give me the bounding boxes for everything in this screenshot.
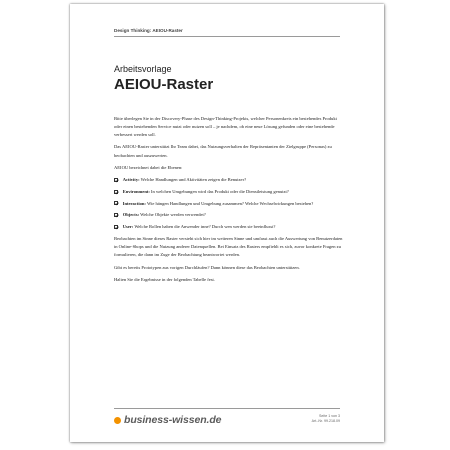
aeiou-list xyxy=(114,176,344,231)
list-item-objects xyxy=(114,211,344,219)
item-text: Welche Rollen haben die Anwender inne? Durch wen werden sie beeinflusst? xyxy=(133,223,276,229)
outro-paragraph: Beobachten im Sinne dieses Raster versteht sich hier im weiteren Sinne und umfasst auch die Auswertung von Benutzerdaten in Online-Shops und die Nutzung anderer Datenquellen. Bei Einsatz des Rasters empfiehlt es sich, zuvor konkrete Fragen zu formulieren, die dann im Zuge der Beobachtung beantwortet werden. xyxy=(114,236,343,258)
list-item-interaction xyxy=(114,200,344,208)
document-subtitle: Arbeitsvorlage xyxy=(114,64,172,74)
footer-divider xyxy=(114,408,340,409)
checkbox-icon xyxy=(114,201,118,205)
item-term: User: xyxy=(122,223,134,229)
checkbox-icon xyxy=(114,225,118,229)
document-page xyxy=(70,4,384,442)
list-item-environment xyxy=(114,188,344,196)
header-divider xyxy=(114,36,340,37)
item-term: Environment: xyxy=(122,188,150,194)
checkbox-icon xyxy=(114,213,118,217)
outro-paragraph: Gibt es bereits Prototypen aus vorigen Durchläufen? Dann können diese das Beobachten unterstützen. xyxy=(114,264,300,270)
running-header: Design Thinking: AEIOU-Raster xyxy=(114,28,183,33)
item-text: Welche Handlungen und Aktivitäten zeigen die Benutzer? xyxy=(139,177,247,183)
outro-paragraph: Halten Sie die Ergebnisse in der folgenden Tabelle fest. xyxy=(114,276,215,282)
list-item-activity xyxy=(114,176,344,184)
item-text: In welchen Umgebungen wird das Produkt oder die Dienstleistung genutzt? xyxy=(149,188,289,194)
item-term: Activity: xyxy=(122,177,140,183)
item-text: Wie hängen Handlungen und Umgebung zusammen? Welche Wechselwirkungen bestehen? xyxy=(145,200,314,206)
article-number: Art.-Nr. 99.218.09 xyxy=(311,419,340,423)
intro-paragraph: Das AEIOU-Raster unterstützt Ihr Team dabei, das Nutzungsverhalten der Repräsentanten der Zielgruppe (Personas) zu beobachten und auszuwerten. xyxy=(114,144,332,158)
checkbox-icon xyxy=(114,178,118,182)
footer-meta xyxy=(312,414,340,424)
item-text: Welche Objekte werden verwendet? xyxy=(139,212,206,218)
document-body xyxy=(114,115,344,288)
checkbox-icon xyxy=(114,190,118,194)
item-term: Objects: xyxy=(122,212,140,218)
intro-paragraph: AEIOU bezeichnet dabei die Ebenen: xyxy=(114,164,183,170)
list-item-user xyxy=(114,223,344,231)
item-term: Interaction: xyxy=(122,200,146,206)
intro-paragraph: Bitte überlegen Sie in der Discovery-Phase des Design-Thinking-Projekts, welcher Personenkreis ein bestehendes Produkt oder einen bestehenden Service nutzt oder nutzen soll – je nachdem, ob eine neue Lösung gefunden oder eine bestehende verbessert werden soll. xyxy=(114,116,337,138)
brand-name: business-wissen.de xyxy=(124,414,222,426)
document-title: AEIOU-Raster xyxy=(114,76,214,93)
brand-dot-icon xyxy=(114,417,121,424)
page-number: Seite 1 von 3 xyxy=(319,414,340,418)
brand-logo xyxy=(114,414,221,426)
